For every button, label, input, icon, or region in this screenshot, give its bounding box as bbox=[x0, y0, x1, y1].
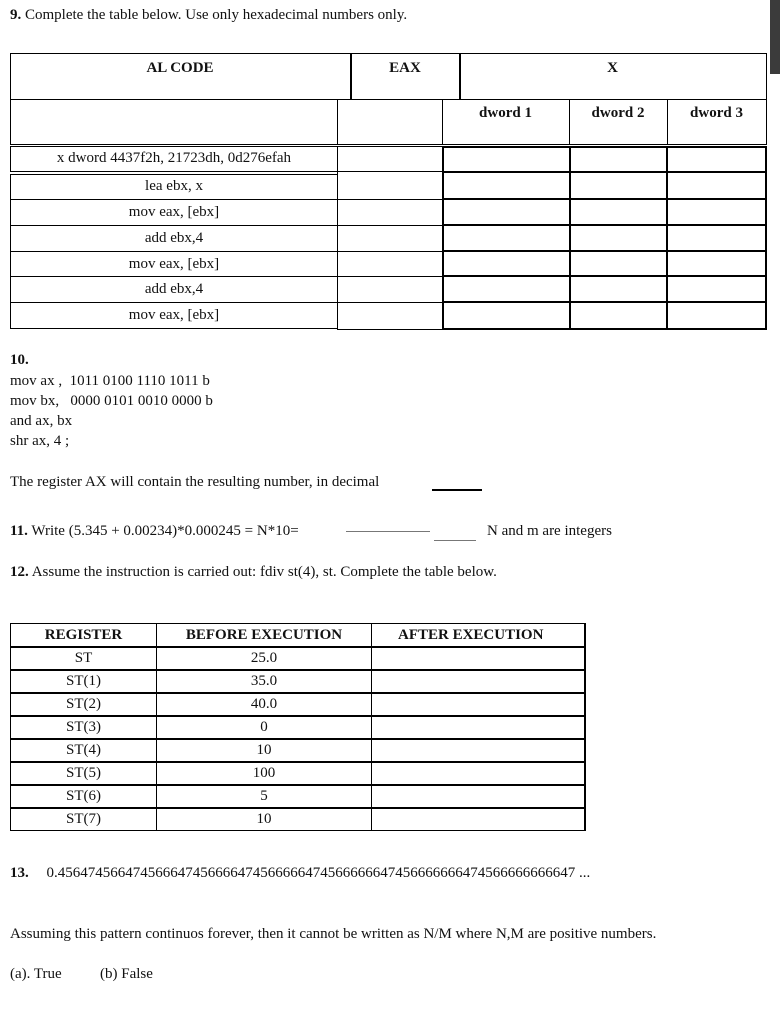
header-x: X bbox=[607, 60, 618, 76]
register-name: ST(4) bbox=[11, 739, 157, 762]
question-9-text: Complete the table below. Use only hexadecimal numbers only. bbox=[25, 7, 408, 23]
after-value-cell[interactable] bbox=[372, 785, 585, 808]
header-eax-cell bbox=[350, 53, 461, 100]
subheader-dword-1: dword 1 bbox=[479, 105, 532, 121]
register-table bbox=[10, 623, 586, 831]
subheader-blank-eax bbox=[337, 99, 443, 145]
code-row-1: lea ebx, x bbox=[145, 178, 203, 194]
table-row bbox=[11, 670, 585, 693]
header-x-cell bbox=[459, 53, 767, 100]
question-13-sequence: 0.456474566474566647456666474566666474566666647456666666474566666666647 ... bbox=[46, 865, 591, 881]
after-value-cell[interactable] bbox=[372, 670, 585, 693]
q10-line-4: shr ax, 4 ; bbox=[10, 433, 70, 449]
code-row-5: add ebx,4 bbox=[144, 281, 204, 297]
code-row-3: add ebx,4 bbox=[144, 230, 204, 246]
table-row bbox=[11, 739, 585, 762]
eax-cell-0[interactable] bbox=[337, 146, 443, 172]
header-after: AFTER EXECUTION bbox=[372, 624, 585, 648]
table-row bbox=[11, 647, 585, 670]
after-value-cell[interactable] bbox=[372, 716, 585, 739]
before-value: 35.0 bbox=[157, 670, 372, 693]
register-table-header bbox=[11, 624, 585, 648]
header-al-code: AL CODE bbox=[146, 60, 214, 76]
table-row bbox=[11, 808, 585, 831]
after-value-cell[interactable] bbox=[372, 762, 585, 785]
table-row bbox=[11, 693, 585, 716]
register-name: ST bbox=[11, 647, 157, 670]
question-11-text: Write (5.345 + 0.00234)*0.000245 = N*10= bbox=[31, 523, 299, 539]
subheader-dword-3-cell bbox=[667, 99, 767, 145]
after-value-cell[interactable] bbox=[372, 647, 585, 670]
option-b[interactable]: (b) False bbox=[100, 966, 153, 982]
subheader-dword-2: dword 2 bbox=[591, 105, 645, 121]
before-value: 0 bbox=[157, 716, 372, 739]
q11-suffix: N and m are integers bbox=[487, 523, 612, 539]
before-value: 5 bbox=[157, 785, 372, 808]
scrollbar-thumb[interactable] bbox=[770, 0, 780, 74]
question-12-number: 12. bbox=[10, 564, 29, 580]
code-row-6: mov eax, [ebx] bbox=[128, 307, 220, 323]
question-12-text: Assume the instruction is carried out: fdiv st(4), st. Complete the table below. bbox=[31, 564, 497, 580]
q11-exponent-blank[interactable] bbox=[346, 531, 430, 532]
register-name: ST(3) bbox=[11, 716, 157, 739]
header-before: BEFORE EXECUTION bbox=[157, 624, 372, 648]
before-value: 40.0 bbox=[157, 693, 372, 716]
after-value-cell[interactable] bbox=[372, 808, 585, 831]
subheader-blank-code bbox=[10, 99, 338, 145]
register-name: ST(6) bbox=[11, 785, 157, 808]
subheader-dword-2-cell bbox=[569, 99, 668, 145]
register-name: ST(5) bbox=[11, 762, 157, 785]
question-13-number: 13. bbox=[10, 865, 29, 881]
question-11 bbox=[10, 523, 299, 540]
question-13-statement: Assuming this pattern continuos forever, then it cannot be written as N/M where N,M are positive numbers. bbox=[10, 926, 657, 942]
table-row bbox=[11, 785, 585, 808]
q10-line-3: and ax, bx bbox=[10, 413, 73, 429]
register-name: ST(2) bbox=[11, 693, 157, 716]
question-12 bbox=[10, 564, 497, 581]
q10-answer-blank[interactable] bbox=[432, 489, 482, 491]
table-row bbox=[11, 762, 585, 785]
before-value: 10 bbox=[157, 739, 372, 762]
code-row-0: x dword 4437f2h, 21723dh, 0d276efah bbox=[56, 150, 292, 166]
q10-line-2: mov bx, 0000 0101 0010 0000 b bbox=[10, 393, 213, 409]
table-row bbox=[11, 716, 585, 739]
before-value: 25.0 bbox=[157, 647, 372, 670]
question-10-number: 10. bbox=[10, 352, 29, 368]
question-9 bbox=[10, 7, 407, 24]
code-row-4: mov eax, [ebx] bbox=[128, 256, 220, 272]
subheader-dword-1-cell bbox=[442, 99, 570, 145]
question-13 bbox=[10, 865, 590, 882]
subheader-dword-3: dword 3 bbox=[690, 105, 743, 121]
question-11-number: 11. bbox=[10, 523, 28, 539]
question-9-number: 9. bbox=[10, 7, 22, 23]
before-value: 100 bbox=[157, 762, 372, 785]
header-eax: EAX bbox=[389, 60, 421, 76]
header-al-code-cell bbox=[10, 53, 352, 100]
after-value-cell[interactable] bbox=[372, 739, 585, 762]
code-row-2: mov eax, [ebx] bbox=[128, 204, 220, 220]
q11-mantissa-blank[interactable] bbox=[434, 540, 476, 541]
register-name: ST(7) bbox=[11, 808, 157, 831]
register-name: ST(1) bbox=[11, 670, 157, 693]
option-a[interactable]: (a). True bbox=[10, 966, 62, 982]
q10-prompt: The register AX will contain the resulting number, in decimal bbox=[10, 474, 380, 490]
header-register: REGISTER bbox=[11, 624, 157, 648]
after-value-cell[interactable] bbox=[372, 693, 585, 716]
q10-line-1: mov ax , 1011 0100 1110 1011 b bbox=[10, 373, 210, 389]
before-value: 10 bbox=[157, 808, 372, 831]
